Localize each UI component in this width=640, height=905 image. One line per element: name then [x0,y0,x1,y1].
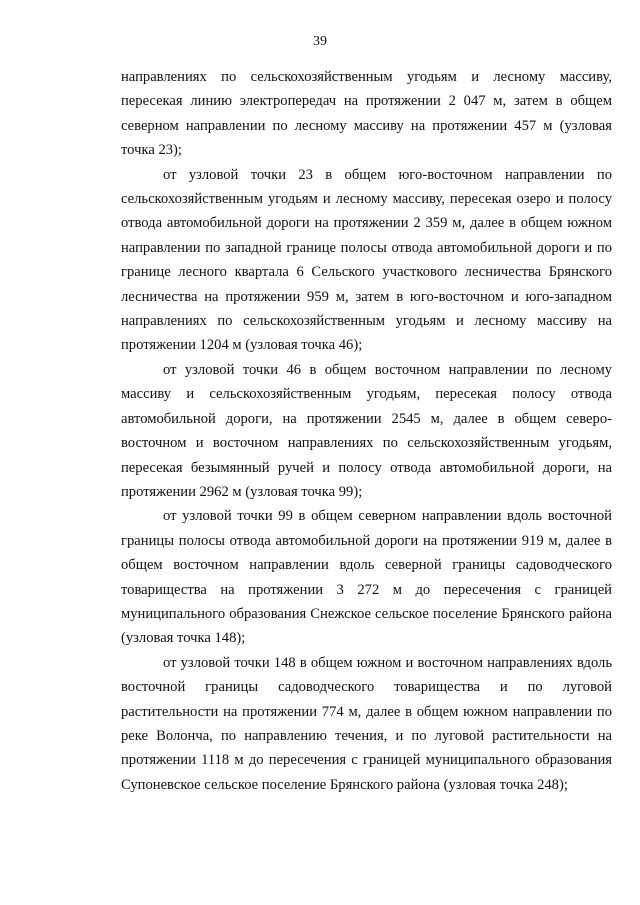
paragraph-continuation: направлениях по сельскохозяйственным угодьям и лесному массиву, пересекая линию электропередач на протяжении 2 047 м, затем в общем северном направлении по лесному массиву на протяжении 457 м (узловая точка 23); [121,69,612,159]
page-number: 39 [313,34,327,49]
paragraph-point-99: от узловой точки 99 в общем северном направлении вдоль восточной границы полосы отвода автомобильной дороги на протяжении 919 м, далее в общем восточном направлении вдоль северной границы садоводческого товарищества на протяжении 3 272 м до пересечения с границей муниципального образования Снежское сельское поселение Брянского района (узловая точка 148); [121,508,612,647]
document-body [121,65,612,797]
paragraph-point-148: от узловой точки 148 в общем южном и восточном направлениях вдоль восточной границы садоводческого товарищества и по луговой растительности на протяжении 774 м, далее в общем южном направлении по реке Волонча, по направлению течения, и по луговой растительности на протяжении 1118 м до пересечения с границей муниципального образования Супоневское сельское поселение Брянского района (узловая точка 248); [121,654,612,793]
paragraph-point-23: от узловой точки 23 в общем юго-восточном направлении по сельскохозяйственным угодьям и лесному массиву, пересекая озеро и полосу отвода автомобильной дороги на протяжении 2 359 м, далее в общем южном направлении по западной границе полосы отвода автомобильной дороги и по границе лесного квартала 6 Сельского участкового лесничества Брянского лесничества на протяжении 959 м, затем в юго-восточном и юго-западном направлениях по сельскохозяйственным угодьям и лесному массиву на протяжении 1204 м (узловая точка 46); [121,166,612,354]
paragraph-point-46: от узловой точки 46 в общем восточном направлении по лесному массиву и сельскохозяйственным угодьям, пересекая полосу отвода автомобильной дороги, на протяжении 2545 м, далее в общем северо-восточном и восточном направлениях по сельскохозяйственным угодьям, пересекая безымянный ручей и полосу отвода автомобильной дороги, на протяжении 2962 м (узловая точка 99); [121,361,612,500]
